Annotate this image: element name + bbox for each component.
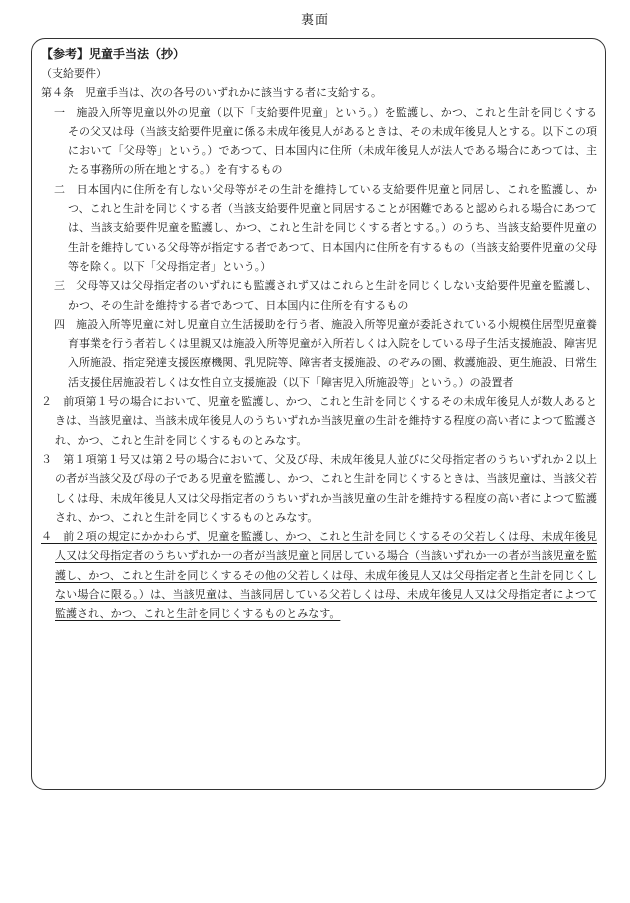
- item-2: 二 日本国内に住所を有しない父母等がその生計を維持している支給要件児童と同居し、これを監護し、かつ、これと生計を同じくする者（当該支給要件児童と同居することが困難であると認められる場合にあつては、当該支給要件児童を監護し、かつ、これと生計を同じくする者とする。）のうち、当該支給要件児童の生計を維持している父母等が指定する者であつて、日本国内に住所を有するもの（当該支給要件児童の父母等を除く。以下「父母指定者」という。）: [54, 182, 597, 273]
- item-3: 三 父母等又は父母指定者のいずれにも監護されず又はこれらと生計を同じくしない支給要件児童を監護し、かつ、その生計を維持する者であつて、日本国内に住所を有するもの: [54, 279, 597, 312]
- item-1: 一 施設入所等児童以外の児童（以下「支給要件児童」という。）を監護し、かつ、これと生計を同じくするその父又は母（当該支給要件児童に係る未成年後見人があるときは、その未成年後見人とする。以下この項において「父母等」という。）であつて、日本国内に住所（未成年後見人が法人である場合にあつては、主たる事務所の所在地とする。）を有するもの: [54, 105, 597, 177]
- page-title: 裏面: [300, 13, 329, 28]
- item-4: 四 施設入所等児童に対し児童自立生活援助を行う者、施設入所等児童が委託されている小規模住居型児童養育事業を行う者若しくは里親又は施設入所等児童が入所若しくは入院をしている母子生活支援施設、障害児入所施設、指定発達支援医療機関、乳児院等、障害者支援施設、のぞみの園、救護施設、更生施設、日常生活支援住居施設若しくは女性自立支援施設（以下「障害児入所施設等」という。）の設置者: [54, 317, 597, 389]
- paragraph-3: ３ 第１項第１号又は第２号の場合において、父及び母、未成年後見人並びに父母指定者のうちいずれか２以上の者が当該父及び母の子である児童を監護し、かつ、これと生計を同じくするときは、当該児童は、当該父若しくは母、未成年後見人又は父母指定者のうちいずれか当該児童の生計を維持する程度の高い者によつて監護され、かつ、これと生計を同じくするものとみなす。: [41, 452, 597, 524]
- box-title: 【参考】児童手当法（抄）: [41, 47, 186, 61]
- article-4-heading: 第４条 児童手当は、次の各号のいずれかに該当する者に支給する。: [41, 86, 382, 100]
- reference-box: [41, 44, 597, 624]
- section-caption: （支給要件）: [41, 67, 107, 80]
- paragraph-4: ４ 前２項の規定にかかわらず、児童を監護し、かつ、これと生計を同じくするその父若しくは母、未成年後見人又は父母指定者のうちいずれか一の者が当該児童と同居している場合（当該いずれか一の者が当該児童を監護し、かつ、これと生計を同じくするその他の父若しくは母、未成年後見人又は父母指定者と生計を同じくしない場合に限る。）は、当該児童は、当該同居している父若しくは母、未成年後見人又は父母指定者によつて監護され、かつ、これと生計を同じくするものとみなす。: [41, 530, 597, 621]
- paragraph-2: ２ 前項第１号の場合において、児童を監護し、かつ、これと生計を同じくするその未成年後見人が数人あるときは、当該児童は、当該未成年後見人のうちいずれか当該児童の生計を維持する程度の高い者によつて監護され、かつ、これと生計を同じくするものとみなす。: [41, 395, 597, 447]
